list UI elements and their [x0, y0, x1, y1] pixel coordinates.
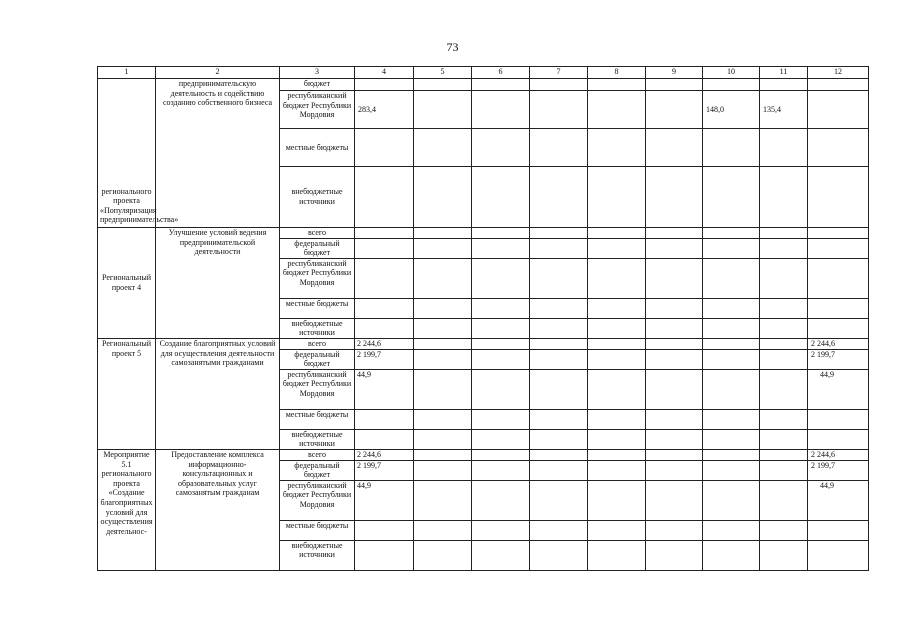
- funding-source: республиканский бюджет Республики Мордовия: [280, 91, 355, 129]
- col-header: 11: [760, 67, 808, 79]
- event-description: предпринимательскую деятельность и содействию созданию собственного бизнеса: [156, 79, 280, 228]
- cell-value: 148,0: [703, 91, 760, 129]
- funding-source: местные бюджеты: [280, 298, 355, 318]
- section-name: Региональный проект 5: [98, 338, 156, 449]
- col-header: 2: [156, 67, 280, 79]
- event-description: Создание благоприятных условий для осуществления деятельности самозанятыми гражданами: [156, 338, 280, 449]
- col-header: 12: [808, 67, 869, 79]
- cell-value: 2 244,6: [355, 338, 414, 349]
- funding-source: федеральный бюджет: [280, 460, 355, 480]
- col-header: 4: [355, 67, 414, 79]
- funding-source: внебюджетные источники: [280, 540, 355, 570]
- funding-source: внебюджетные источники: [280, 167, 355, 228]
- col-header: 9: [646, 67, 703, 79]
- funding-source: всего: [280, 338, 355, 349]
- funding-source: внебюджетные источники: [280, 318, 355, 338]
- cell-value: 44,9: [355, 480, 414, 520]
- cell-value: 2 244,6: [808, 338, 869, 349]
- cell-value: 283,4: [355, 91, 414, 129]
- budget-table: [97, 66, 869, 571]
- cell-value: 2 244,6: [355, 449, 414, 460]
- event-description: Улучшение условий ведения предпринимательской деятельности: [156, 228, 280, 339]
- table-row: [98, 449, 869, 460]
- funding-source: местные бюджеты: [280, 409, 355, 429]
- funding-source: местные бюджеты: [280, 520, 355, 540]
- funding-source: федеральный бюджет: [280, 349, 355, 369]
- section-name: Региональный проект 4: [98, 228, 156, 339]
- event-description: Предоставление комплекса информационно-консультационных и образовательных услуг самозанятым гражданам: [156, 449, 280, 570]
- col-header: 3: [280, 67, 355, 79]
- cell-value: 135,4: [760, 91, 808, 129]
- section-name: регионального проекта «Популяризация предпринимательства»: [98, 79, 156, 228]
- cell-value: 2 199,7: [355, 349, 414, 369]
- funding-source: республиканский бюджет Республики Мордовия: [280, 480, 355, 520]
- table-row: [98, 338, 869, 349]
- column-header-row: [98, 67, 869, 79]
- col-header: 5: [414, 67, 472, 79]
- cell-value: 2 199,7: [808, 460, 869, 480]
- page-number: 73: [446, 40, 459, 54]
- funding-source: местные бюджеты: [280, 129, 355, 167]
- funding-source: республиканский бюджет Республики Мордовия: [280, 369, 355, 409]
- col-header: 8: [588, 67, 646, 79]
- funding-source: внебюджетные источники: [280, 429, 355, 449]
- cell-value: 2 199,7: [355, 460, 414, 480]
- col-header: 7: [530, 67, 588, 79]
- cell-value: 2 199,7: [808, 349, 869, 369]
- section-name: Мероприятие 5.1 регионального проекта «Создание благоприятных условий для осуществления деятельнос-: [98, 449, 156, 570]
- cell-value: 2 244,6: [808, 449, 869, 460]
- col-header: 10: [703, 67, 760, 79]
- table-row: [98, 79, 869, 91]
- table-row: [98, 228, 869, 239]
- funding-source: всего: [280, 228, 355, 239]
- funding-source: бюджет: [280, 79, 355, 91]
- funding-source: всего: [280, 449, 355, 460]
- funding-source: федеральный бюджет: [280, 238, 355, 258]
- cell-value: 44,9: [808, 480, 869, 520]
- cell-value: 44,9: [808, 369, 869, 409]
- col-header: 1: [98, 67, 156, 79]
- col-header: 6: [472, 67, 530, 79]
- funding-source: республиканский бюджет Республики Мордовия: [280, 258, 355, 298]
- cell-value: 44,9: [355, 369, 414, 409]
